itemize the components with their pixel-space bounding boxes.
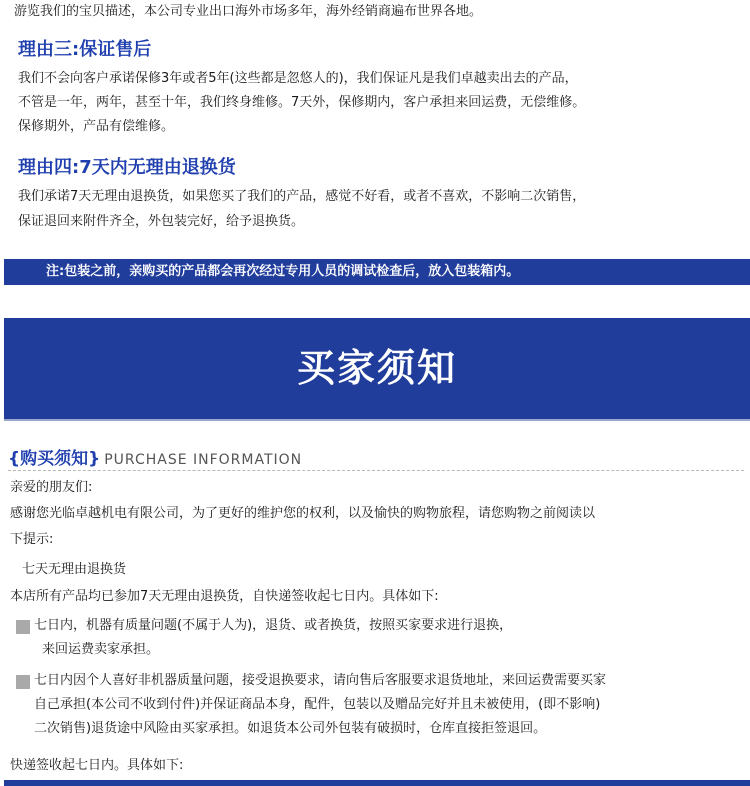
purchase-info-title-cn: {购买须知} [8, 449, 101, 469]
reason4-heading: 理由四:7天内无理由退换货 [18, 157, 236, 178]
intro-text: 游览我们的宝贝描述，本公司专业出口海外市场多年，海外经销商遍布世界各地。 [14, 4, 483, 19]
policy-item2-line: 自己承担(本公司不收到付件)并保证商品本身，配件，包装以及赠品完好并且未被使用，(即不影响) [34, 697, 601, 712]
packaging-note-bar [4, 259, 750, 285]
purchase-info-title-en: PURCHASE INFORMATION [104, 452, 303, 468]
bullet-square-icon [16, 675, 30, 689]
footer-text: 快递签收起七日内。具体如下: [10, 758, 184, 773]
greeting-text: 亲爱的朋友们: [10, 480, 93, 495]
reason3-heading: 理由三:保证售后 [18, 39, 152, 60]
bullet-square-icon [16, 620, 30, 634]
thanks-line: 感谢您光临卓越机电有限公司，为了更好的维护您的权利，以及愉快的购物旅程，请您购物之前阅读以 [10, 506, 596, 521]
policy-item2-line: 二次销售)退货途中风险由买家承担。如退货本公司外包装有破损时，仓库直接拒签退回。 [34, 721, 547, 736]
reason3-line: 我们不会向客户承诺保修3年或者5年(这些都是忽悠人的)，我们保证凡是我们卓越卖出去的产品， [18, 71, 578, 86]
policy-item1-line: 来回运费卖家承担。 [42, 642, 160, 657]
packaging-note-text: 注:包装之前，亲购买的产品都会再次经过专用人员的调试检查后，放入包装箱内。 [46, 264, 520, 279]
reason4-line: 保证退回来附件齐全，外包装完好，给予退换货。 [18, 214, 305, 229]
buyer-notice-banner [4, 318, 750, 421]
reason3-line: 不管是一年，两年，甚至十年，我们终身维修。7天外，保修期内，客户承担来回运费，无偿维修。 [18, 95, 586, 110]
banner-title: 买家须知 [296, 346, 457, 390]
return-policy-title: 七天无理由退换货 [22, 562, 127, 577]
policy-item1-line: 七日内，机器有质量问题(不属于人为)，退货、或者换货，按照买家要求进行退换， [34, 618, 513, 633]
section-divider [8, 470, 744, 471]
purchase-info-heading [8, 444, 302, 469]
policy-item2-line: 七日内因个人喜好非机器质量问题，接受退换要求，请向售后客服要求退货地址，来回运费需要买家 [34, 673, 607, 688]
thanks-line: 下提示: [10, 532, 54, 547]
bottom-bar [4, 780, 750, 786]
reason3-line: 保修期外，产品有偿维修。 [18, 119, 175, 134]
return-policy-intro: 本店所有产品均已参加7天无理由退换货，自快递签收起七日内。具体如下: [10, 589, 439, 604]
reason4-line: 我们承诺7天无理由退换货，如果您买了我们的产品，感觉不好看，或者不喜欢，不影响二次销售， [18, 189, 586, 204]
